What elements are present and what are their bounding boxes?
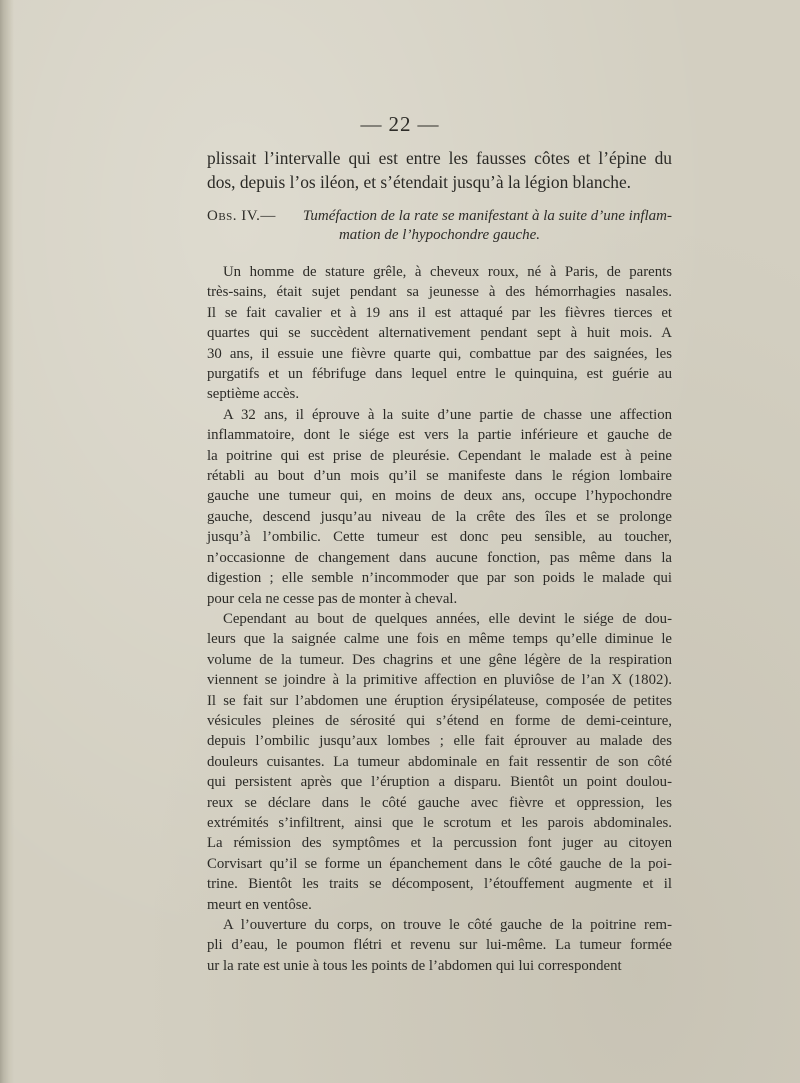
text-line: jusqu’à l’ombilic. Cette tumeur est donc peu sensible, au toucher, — [207, 529, 672, 546]
text-line: Il se fait sur l’abdomen une éruption érysipélateuse, composée de petites — [207, 692, 672, 709]
paragraph — [207, 609, 672, 915]
observation-title-line2: mation de l’hypochondre gauche. — [338, 227, 541, 243]
text-line: La rémission des symptômes et la percussion font juger au citoyen — [207, 835, 672, 852]
text-line: inflammatoire, dont le siége est vers la partie inférieure et gauche de — [207, 427, 672, 444]
observation-title-line1: Tuméfaction de la rate se manifestant à la suite d’une inflam- — [302, 208, 672, 224]
text-line: meurt en ventôse. — [207, 896, 312, 913]
text-line: purgatifs et un fébrifuge dans lequel entre le quinquina, est guérie au — [207, 366, 672, 383]
observation-heading — [207, 207, 672, 245]
text-line: digestion ; elle semble n’incommoder que par son poids le malade qui — [207, 570, 672, 587]
text-line: vésicules pleines de sérosité qui s’étend en forme de demi-ceinture, — [207, 712, 672, 729]
observation-heading-line — [207, 207, 672, 226]
page-number-value: 22 — [388, 112, 412, 136]
text-line: douleurs cuisantes. La tumeur abdominale en fait ressentir de son côté — [207, 753, 672, 770]
text-line: gauche une tumeur qui, en moins de deux ans, occupe l’hypochondre — [207, 488, 672, 505]
text-line: trine. Bientôt les traits se décomposent, l’étouffement augmente et il — [207, 876, 672, 893]
page-binding-edge — [0, 0, 14, 1083]
text-line: dos, depuis l’os iléon, et s’étendait jusqu’à la légion blanche. — [207, 172, 632, 192]
text-line: quartes qui se succèdent alternativement pendant sept à huit mois. A — [207, 325, 672, 342]
text-line: qui persistent après que l’éruption a disparu. Bientôt un point doulou- — [207, 774, 672, 791]
text-line: Corvisart qu’il se forme un épanchement dans le côté gauche de la poi- — [207, 855, 672, 872]
text-line: reux se déclare dans le côté gauche avec fièvre et oppression, les — [207, 794, 672, 811]
text-line: A 32 ans, il éprouve à la suite d’une partie de chasse une affection — [223, 406, 672, 423]
text-line: leurs que la saignée calme une fois en même temps qu’elle diminue le — [207, 631, 672, 648]
text-line: Il se fait cavalier et à 19 ans il est attaqué par les fièvres tierces et — [207, 304, 672, 321]
text-line: Un homme de stature grêle, à cheveux roux, né à Paris, de parents — [223, 264, 672, 280]
text-line: n’occasionne de changement dans aucune fonction, pas même dans la — [207, 549, 672, 566]
text-line: Cependant au bout de quelques années, elle devint le siége de dou- — [223, 610, 672, 627]
body-text — [207, 262, 672, 976]
text-line: extrémités s’infiltrent, ainsi que le scrotum et les parois abdominales. — [207, 814, 672, 831]
page-number: — 22 — — [360, 112, 440, 136]
text-line: plissait l’intervalle qui est entre les fausses côtes et l’épine du — [207, 148, 672, 168]
text-line: septième accès. — [207, 386, 300, 403]
text-line: depuis l’ombilic jusqu’aux lombes ; elle fait éprouver au malade des — [207, 733, 672, 750]
text-line: gauche, descend jusqu’au niveau de la crête des îles et se prolonge — [207, 508, 672, 525]
text-line: très-sains, était sujet pendant sa jeunesse à des hémorrhagies nasales. — [207, 284, 672, 301]
text-line: pour cela ne cesse pas de monter à cheval. — [207, 590, 458, 607]
paragraph — [207, 915, 672, 976]
text-line: A l’ouverture du corps, on trouve le côté gauche de la poitrine rem- — [223, 917, 672, 933]
text-line: 30 ans, il essuie une fièvre quarte qui, combattue par des saignées, les — [207, 345, 672, 362]
text-line: volume de la tumeur. Des chagrins et une gêne légère de la respiration — [207, 651, 672, 668]
text-line: rétabli au bout d’un mois qu’il se manifeste dans le région lombaire — [207, 468, 672, 485]
text-line: ur la rate est unie à tous les points de l’abdomen qui lui correspondent — [207, 957, 622, 974]
paragraph — [207, 405, 672, 609]
intro-text — [207, 146, 672, 194]
text-line: la poitrine qui est prise de pleurésie. Cependant le malade est à peine — [207, 447, 672, 464]
text-line: viennent se joindre à la primitive affection en pluviôse de l’an X (1802). — [207, 672, 672, 689]
paragraph — [207, 262, 672, 405]
observation-label: Obs. IV.— — [207, 208, 276, 224]
text-line: pli d’eau, le poumon flétri et revenu sur lui-même. La tumeur formée — [207, 937, 672, 954]
